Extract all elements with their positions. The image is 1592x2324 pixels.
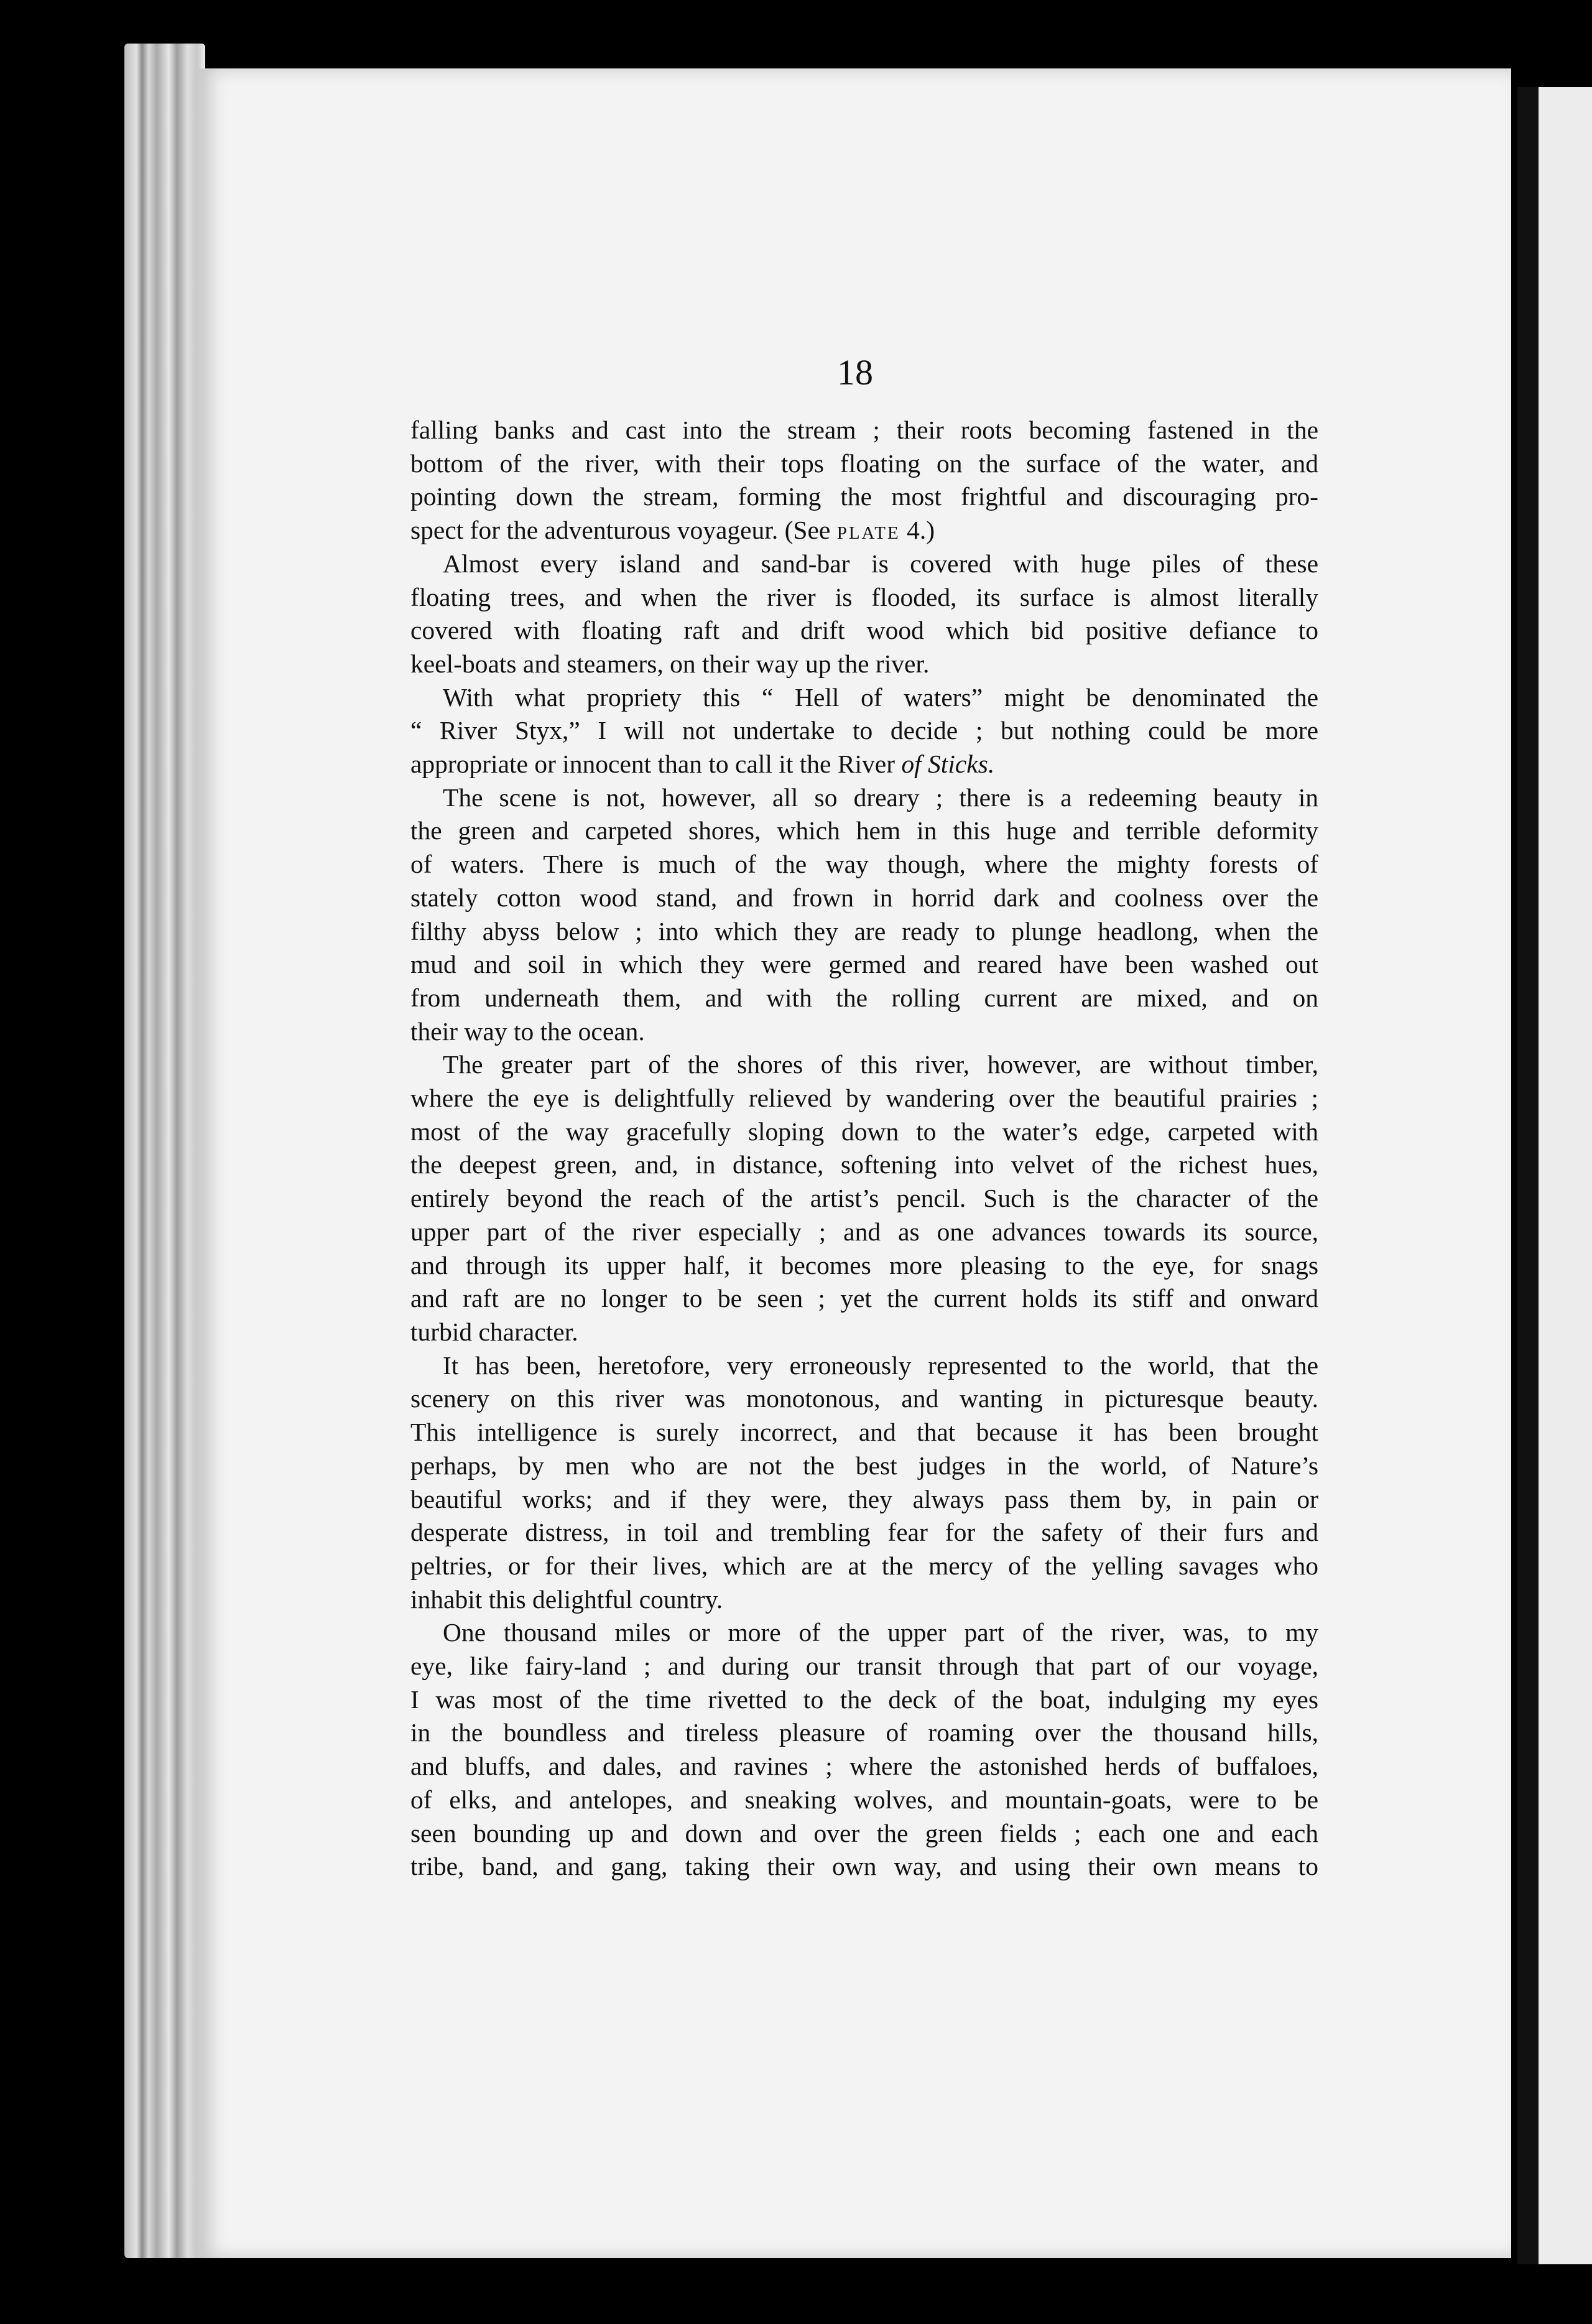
text-line: falling banks and cast into the stream ; their roots becoming fastened in the [410, 416, 1318, 444]
body-text [410, 414, 1318, 1884]
text-line: from underneath them, and with the rolling current are mixed, and on [410, 983, 1318, 1012]
text-line: their way to the ocean. [410, 1016, 645, 1046]
text-line: turbid character. [410, 1317, 578, 1346]
text-line: scenery on this river was monotonous, and wanting in picturesque beauty. [410, 1384, 1318, 1413]
text-line: keel-boats and steamers, on their way up the river. [410, 649, 930, 678]
text-line: beautiful works; and if they were, they always pass them by, in pain or [410, 1484, 1318, 1513]
text-line: I was most of the time rivetted to the deck of the boat, indulging my eyes [410, 1685, 1318, 1714]
text-line: This intelligence is surely incorrect, and that because it has been brought [410, 1418, 1318, 1447]
text-line: in the boundless and tireless pleasure of roaming over the thousand hills, [410, 1718, 1318, 1747]
text-line: and through its upper half, it becomes more pleasing to the eye, for snags [410, 1250, 1318, 1280]
text-line: peltries, or for their lives, which are at the mercy of the yelling savages who [410, 1551, 1318, 1580]
text-line: of waters. There is much of the way though, where the mighty forests of [410, 850, 1318, 879]
plate-reference: plate [836, 516, 900, 545]
text-line: most of the way gracefully sloping down to the water’s edge, carpeted with [410, 1117, 1318, 1146]
text-line: and raft are no longer to be seen ; yet the current holds its stiff and onward [410, 1284, 1318, 1313]
text-line: appropriate or innocent than to call it the River of Sticks. [410, 750, 995, 779]
text-line: The greater part of the shores of this river, however, are without timber, [443, 1050, 1318, 1079]
text-line: bottom of the river, with their tops floating on the surface of the water, and [410, 449, 1318, 478]
text-line: tribe, band, and gang, taking their own way, and using their own means to [410, 1852, 1318, 1881]
page-number: 18 [837, 352, 873, 393]
text-line: Almost every island and sand-bar is covered with huge piles of these [443, 549, 1318, 578]
text-line: eye, like fairy-land ; and during our transit through that part of our voyage, [410, 1652, 1318, 1681]
text-line: spect for the adventurous voyageur. (See plate 4.) [410, 516, 935, 545]
text-line: the green and carpeted shores, which hem in this huge and terrible deformity [410, 816, 1318, 845]
text-line: and bluffs, and dales, and ravines ; where the astonished herds of buffaloes, [410, 1752, 1318, 1781]
text-line: One thousand miles or more of the upper part of the river, was, to my [443, 1618, 1318, 1647]
text-line: upper part of the river especially ; and as one advances towards its source, [410, 1217, 1318, 1246]
text-line: The scene is not, however, all so dreary ; there is a redeeming beauty in [443, 783, 1318, 812]
text-line: “ River Styx,” I will not undertake to decide ; but nothing could be more [410, 716, 1318, 745]
text-line: floating trees, and when the river is flooded, its surface is almost literally [410, 582, 1318, 611]
text-line: perhaps, by men who are not the best judges in the world, of Nature’s [410, 1451, 1318, 1480]
text-line: desperate distress, in toil and trembling fear for the safety of their furs and [410, 1518, 1318, 1547]
text-line: covered with floating raft and drift wood which bid positive defiance to [410, 616, 1318, 645]
italic-phrase: of Sticks. [901, 750, 995, 779]
text-line: It has been, heretofore, very erroneously represented to the world, that the [443, 1350, 1318, 1380]
text-line: mud and soil in which they were germed and reared have been washed out [410, 950, 1318, 979]
text-line: inhabit this delightful country. [410, 1584, 723, 1614]
text-line: With what propriety this “ Hell of waters” might be denominated the [443, 682, 1318, 712]
text-line: seen bounding up and down and over the green fields ; each one and each [410, 1818, 1318, 1848]
book-page-edges [124, 44, 205, 2258]
text-line: pointing down the stream, forming the most frightful and discouraging pro- [410, 482, 1318, 511]
text-line: filthy abyss below ; into which they are ready to plunge headlong, when the [410, 916, 1318, 946]
text-line: stately cotton wood stand, and frown in horrid dark and coolness over the [410, 883, 1318, 912]
text-line: of elks, and antelopes, and sneaking wolves, and mountain-goats, were to be [410, 1785, 1318, 1814]
text-line: where the eye is delightfully relieved by wandering over the beautiful prairies ; [410, 1084, 1318, 1113]
facing-page-edge [1517, 87, 1592, 2264]
text-line: entirely beyond the reach of the artist’s pencil. Such is the character of the [410, 1184, 1318, 1213]
text-line: the deepest green, and, in distance, softening into velvet of the richest hues, [410, 1150, 1318, 1179]
